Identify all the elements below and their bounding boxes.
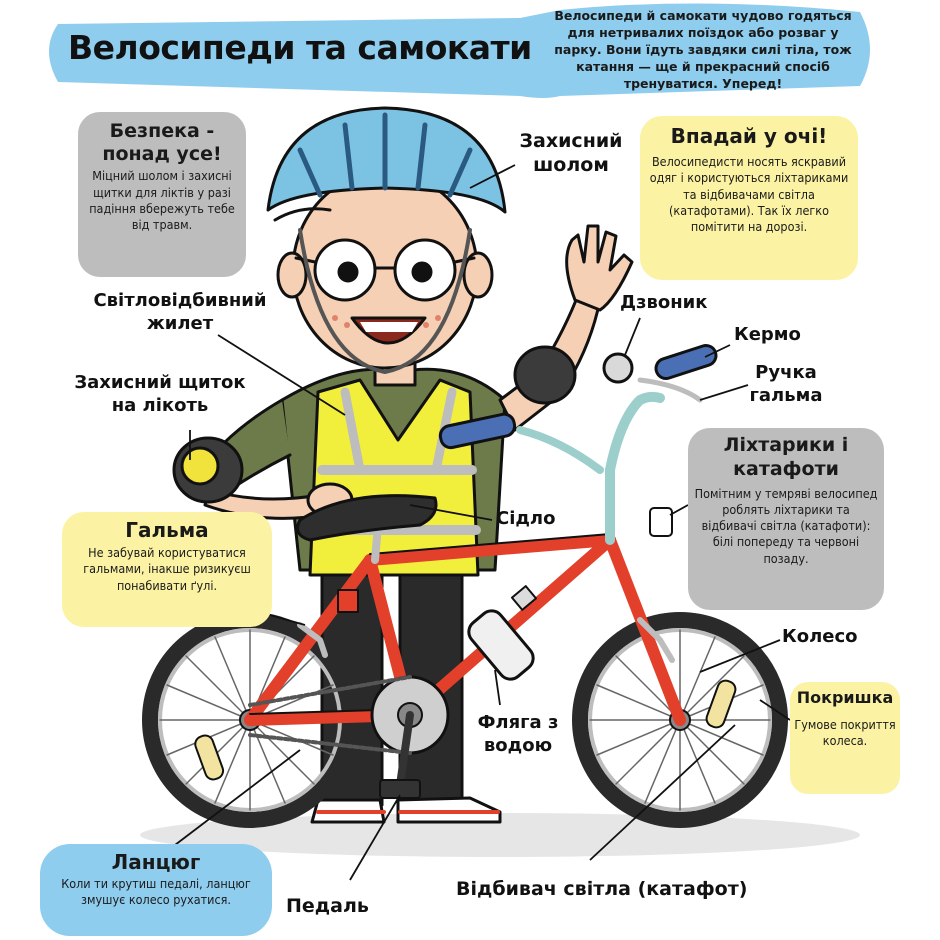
- visible-title: Впадай у очі!: [670, 124, 828, 148]
- safety-title: Безпека - понад усе!: [102, 120, 222, 166]
- lights-text: Помітним у темряві велосипед роблять ліхтарики та відбивачі світла (катафоти): білі попереду та червоні позаду.: [694, 485, 878, 566]
- label-handlebar: Кермо: [734, 324, 801, 345]
- brakes-box: [62, 512, 272, 627]
- grip-right: [653, 343, 718, 381]
- label-bottle: Фляга з водою: [477, 712, 559, 756]
- label-saddle: Сідло: [496, 508, 556, 529]
- lights-title: Ліхтарики і катафоти: [723, 434, 849, 480]
- visible-box: [640, 116, 858, 280]
- elbow-pad-right: [515, 347, 575, 403]
- label-vest: Світловідбивний жилет: [93, 290, 267, 334]
- chain-text: Коли ти крутиш педалі, ланцюг змушує колесо рухатися.: [61, 876, 251, 908]
- chain-title: Ланцюг: [111, 850, 201, 874]
- handlebar-stem: [610, 397, 660, 470]
- label-brake-lever: Ручка гальма: [749, 362, 823, 406]
- label-reflector: Відбивач світла (катафот): [456, 878, 748, 900]
- tyre-box: [790, 682, 900, 794]
- chain-box: [40, 844, 272, 936]
- intro-text: Велосипеди й самокати чудово годяться для нетривалих поїздок або розваг у парку. Вони їдуть завдяки силі тіла, тож катання — ще й прекрасний спосіб тренуватися. Уперед!: [554, 8, 852, 91]
- label-bell: Дзвоник: [620, 292, 708, 313]
- tyre-text: Гумове покриття колеса.: [794, 716, 896, 749]
- bell: [604, 354, 632, 382]
- safety-box: [78, 112, 246, 277]
- lights-box: [688, 428, 884, 610]
- tyre-title: Покришка: [796, 688, 894, 707]
- safety-text: Міцний шолом і захисні щитки для ліктів у разі падіння вбережуть тебе від травм.: [89, 168, 235, 233]
- brakes-text: Не забувай користуватися гальмами, інакше ризикуєш понабивати ґулі.: [83, 545, 251, 593]
- label-elbow-pad: Захисний щиток на лікоть: [74, 372, 246, 416]
- water-bottle: [464, 586, 538, 684]
- page-title: Велосипеди та самокати: [68, 28, 532, 67]
- label-pedal: Педаль: [286, 895, 369, 917]
- label-helmet: Захисний шолом: [519, 130, 623, 176]
- brakes-title: Гальма: [125, 518, 209, 542]
- rear-reflector: [193, 733, 225, 781]
- label-wheel: Колесо: [782, 626, 858, 647]
- front-reflector: [704, 678, 737, 729]
- front-light: [650, 508, 672, 536]
- visible-text: Велосипедисти носять яскравий одяг і користуються ліхтариками та відбивачами світла (катафотами). Так їх легко помітити на дорозі.: [649, 154, 849, 234]
